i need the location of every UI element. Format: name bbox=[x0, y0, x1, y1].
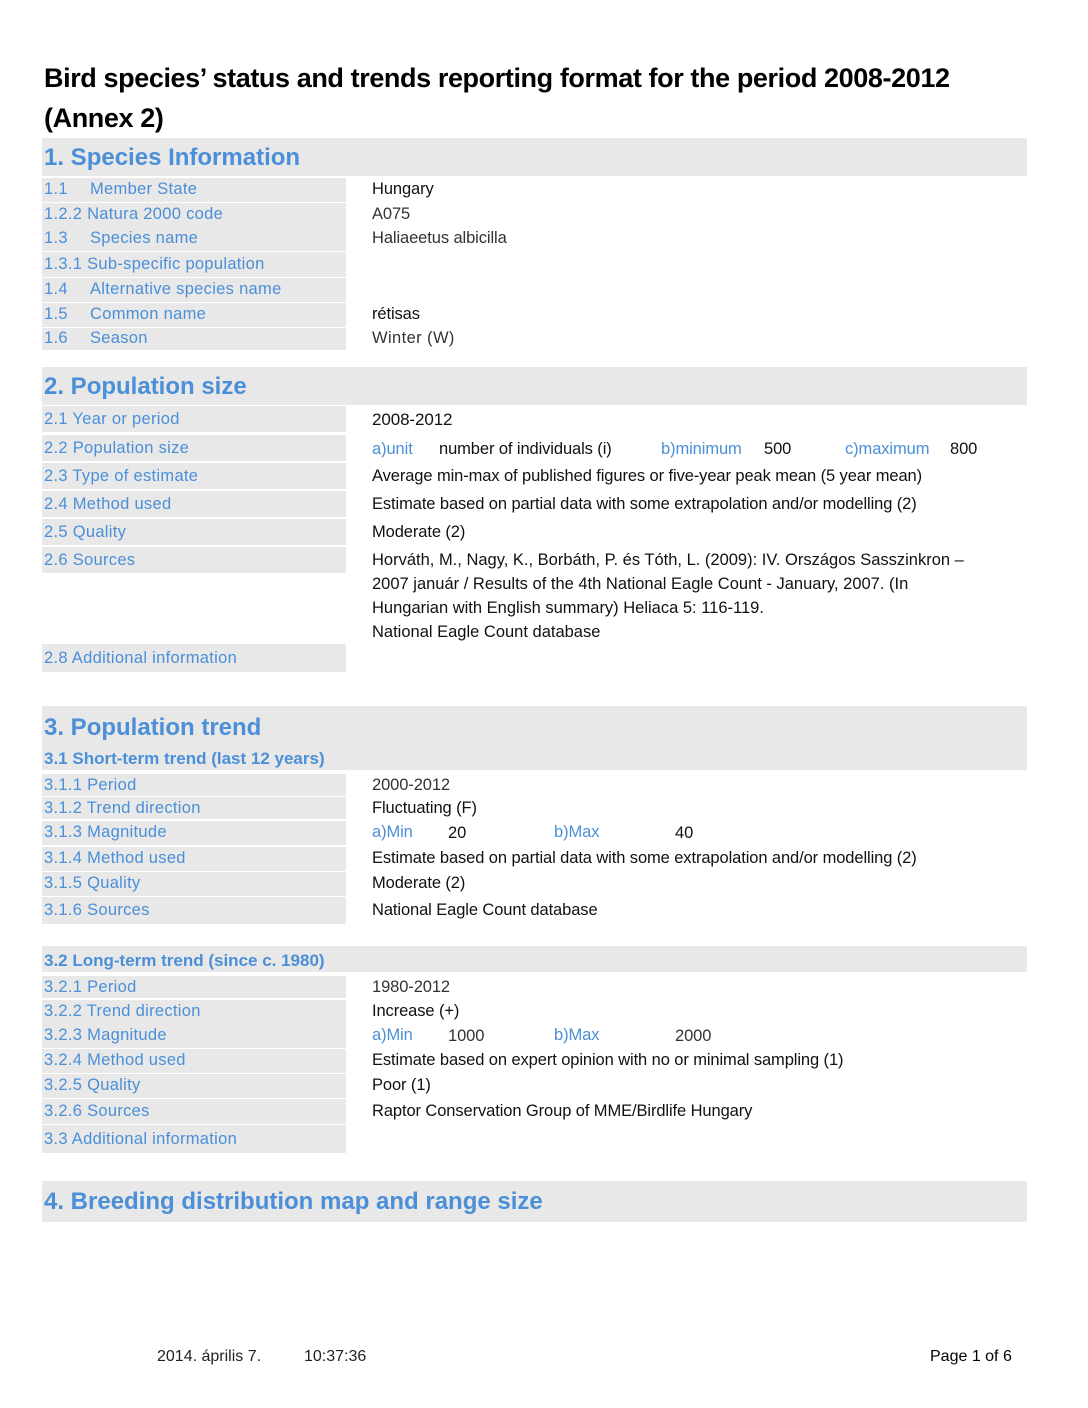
long-period-value: 1980-2012 bbox=[372, 978, 451, 996]
type-of-estimate-label: 2.3 Type of estimate bbox=[42, 463, 346, 489]
row-season-value: Winter (W) bbox=[372, 329, 455, 347]
sources-line: 2007 január / Results of the 4th National Eagle Count - January, 2007. (In bbox=[372, 575, 909, 593]
method-used-value: Estimate based on partial data with some extrapolation and/or modelling (2) bbox=[372, 495, 917, 513]
sources-line: Horváth, M., Nagy, K., Borbáth, P. és Tóth, L. (2009): IV. Országos Sasszinkron – bbox=[372, 551, 964, 569]
row-member-state-label: 1.1 Member State bbox=[42, 178, 346, 202]
short-quality-value: Moderate (2) bbox=[372, 874, 466, 892]
footer-page-number: Page 1 of 6 bbox=[930, 1348, 1012, 1365]
year-period-label: 2.1 Year or period bbox=[42, 406, 346, 432]
row-natura-code-label: 1.2.2 Natura 2000 code bbox=[42, 203, 346, 227]
row-member-state-value: Hungary bbox=[372, 180, 434, 198]
long-quality-value: Poor (1) bbox=[372, 1076, 431, 1094]
row-natura-code-value: A075 bbox=[372, 205, 411, 223]
short-period-value: 2000-2012 bbox=[372, 776, 451, 794]
row-common-name-label: 1.5 Common name bbox=[42, 303, 346, 327]
section-1-heading: 1. Species Information bbox=[42, 138, 1027, 176]
short-period-label: 3.1.1 Period bbox=[42, 774, 346, 796]
population-unit-value: number of individuals (i) bbox=[439, 440, 612, 458]
method-used-label: 2.4 Method used bbox=[42, 491, 346, 517]
short-min-value: 20 bbox=[448, 824, 467, 842]
short-sources-value: National Eagle Count database bbox=[372, 901, 598, 919]
footer-date: 2014. április 7. bbox=[157, 1348, 262, 1365]
long-sources-value: Raptor Conservation Group of MME/Birdlife Hungary bbox=[372, 1102, 753, 1120]
footer-time: 10:37:36 bbox=[304, 1348, 367, 1365]
sources-value bbox=[372, 548, 1012, 644]
title-line-1: Bird species’ status and trends reporting format for the period 2008-2012 bbox=[44, 63, 950, 93]
title-line-2: (Annex 2) bbox=[44, 103, 164, 133]
long-term-heading: 3.2 Long-term trend (since c. 1980) bbox=[42, 946, 1027, 972]
long-direction-label: 3.2.2 Trend direction bbox=[42, 1000, 346, 1024]
short-direction-label: 3.1.2 Trend direction bbox=[42, 797, 346, 819]
row-season-label: 1.6 Season bbox=[42, 328, 346, 350]
year-period-value: 2008-2012 bbox=[372, 410, 453, 429]
sources-line: National Eagle Count database bbox=[372, 623, 601, 641]
row-common-name-value: rétisas bbox=[372, 305, 420, 323]
population-unit-key: a)unit bbox=[372, 440, 413, 458]
long-sources-label: 3.2.6 Sources bbox=[42, 1099, 346, 1124]
trend-additional-info-label: 3.3 Additional information bbox=[42, 1125, 346, 1153]
sources-line: Hungarian with English summary) Heliaca 5: 116-119. bbox=[372, 599, 764, 617]
quality-label: 2.5 Quality bbox=[42, 519, 346, 545]
short-max-key: b)Max bbox=[554, 823, 600, 841]
section-2-heading: 2. Population size bbox=[42, 367, 1027, 405]
short-direction-value: Fluctuating (F) bbox=[372, 799, 477, 817]
additional-info-label: 2.8 Additional information bbox=[42, 644, 346, 672]
long-max-key: b)Max bbox=[554, 1026, 600, 1044]
short-sources-label: 3.1.6 Sources bbox=[42, 897, 346, 924]
type-of-estimate-value: Average min-max of published figures or five-year peak mean (5 year mean) bbox=[372, 467, 922, 485]
population-max-key: c)maximum bbox=[845, 440, 930, 458]
section-3-heading: 3. Population trend bbox=[42, 706, 1027, 748]
long-method-value: Estimate based on expert opinion with no or minimal sampling (1) bbox=[372, 1051, 844, 1069]
long-direction-value: Increase (+) bbox=[372, 1002, 460, 1020]
population-max-value: 800 bbox=[950, 440, 978, 458]
row-species-name-value: Haliaeetus albicilla bbox=[372, 229, 507, 247]
section-4-heading: 4. Breeding distribution map and range size bbox=[42, 1181, 1027, 1222]
long-min-key: a)Min bbox=[372, 1026, 413, 1044]
short-term-heading: 3.1 Short-term trend (last 12 years) bbox=[42, 748, 1027, 770]
short-max-value: 40 bbox=[675, 824, 694, 842]
row-subspecific-label: 1.3.1 Sub-specific population bbox=[42, 252, 346, 277]
short-method-label: 3.1.4 Method used bbox=[42, 847, 346, 871]
long-method-label: 3.2.4 Method used bbox=[42, 1049, 346, 1073]
short-method-value: Estimate based on partial data with some extrapolation and/or modelling (2) bbox=[372, 849, 917, 867]
long-max-value: 2000 bbox=[675, 1027, 712, 1045]
document-title bbox=[44, 58, 1044, 138]
long-magnitude-label: 3.2.3 Magnitude bbox=[42, 1024, 346, 1048]
long-min-value: 1000 bbox=[448, 1027, 485, 1045]
population-min-key: b)minimum bbox=[661, 440, 742, 458]
quality-value: Moderate (2) bbox=[372, 523, 466, 541]
row-alt-name-label: 1.4 Alternative species name bbox=[42, 278, 346, 302]
short-magnitude-label: 3.1.3 Magnitude bbox=[42, 821, 346, 845]
short-quality-label: 3.1.5 Quality bbox=[42, 872, 346, 896]
sources-label: 2.6 Sources bbox=[42, 547, 346, 573]
long-period-label: 3.2.1 Period bbox=[42, 976, 346, 998]
population-min-value: 500 bbox=[764, 440, 792, 458]
long-quality-label: 3.2.5 Quality bbox=[42, 1074, 346, 1098]
row-species-name-label: 1.3 Species name bbox=[42, 227, 346, 251]
short-min-key: a)Min bbox=[372, 823, 413, 841]
population-size-label: 2.2 Population size bbox=[42, 435, 346, 461]
